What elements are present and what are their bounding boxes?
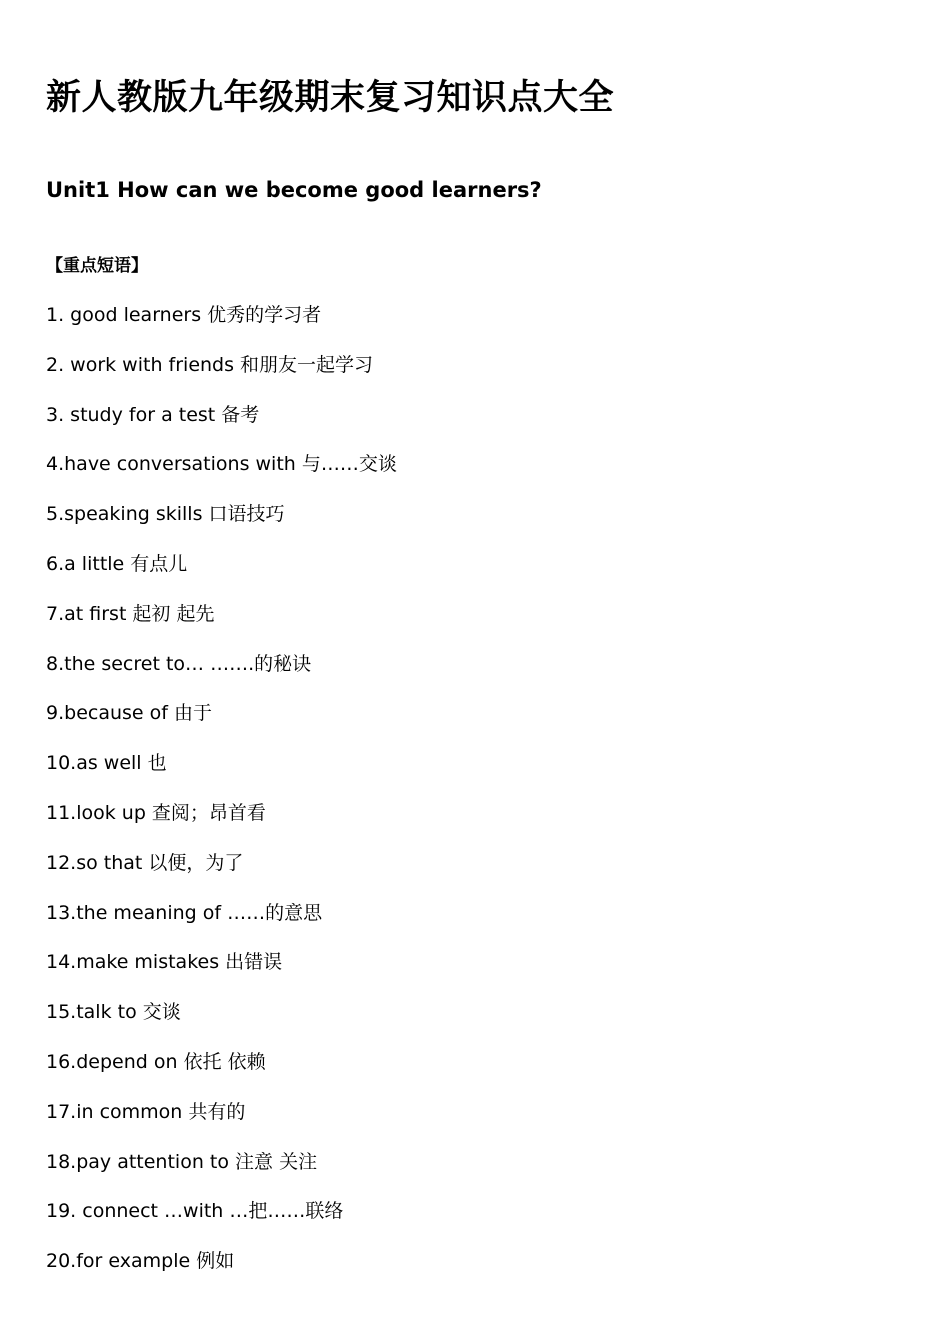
unit-heading: Unit1 How can we become good learners? bbox=[46, 178, 542, 202]
phrase-item: 14.make mistakes 出错误 bbox=[46, 951, 283, 974]
phrase-list bbox=[46, 300, 397, 1296]
phrase-item: 17.in common 共有的 bbox=[46, 1100, 246, 1123]
phrase-item: 4.have conversations with 与……交谈 bbox=[46, 453, 397, 476]
phrase-item: 10.as well 也 bbox=[46, 752, 167, 775]
phrase-item: 6.a little 有点儿 bbox=[46, 552, 188, 575]
phrase-item: 3. study for a test 备考 bbox=[46, 403, 260, 426]
phrase-item: 19. connect …with …把……联络 bbox=[46, 1200, 344, 1223]
phrase-item: 9.because of 由于 bbox=[46, 702, 212, 725]
phrase-item: 12.so that 以便，为了 bbox=[46, 851, 244, 874]
phrase-item: 18.pay attention to 注意 关注 bbox=[46, 1150, 318, 1173]
phrase-item: 7.at first 起初 起先 bbox=[46, 602, 215, 625]
phrase-item: 20.for example 例如 bbox=[46, 1250, 235, 1273]
phrase-item: 8.the secret to… …….的秘诀 bbox=[46, 652, 312, 675]
phrase-item: 13.the meaning of ……的意思 bbox=[46, 901, 323, 924]
document-title: 新人教版九年级期末复习知识点大全 bbox=[46, 78, 615, 118]
phrase-item: 1. good learners 优秀的学习者 bbox=[46, 304, 322, 326]
section-heading-key-phrases: 【重点短语】 bbox=[46, 256, 148, 276]
phrase-item: 16.depend on 依托 依赖 bbox=[46, 1050, 266, 1073]
phrase-item: 5.speaking skills 口语技巧 bbox=[46, 503, 285, 526]
phrase-item: 15.talk to 交谈 bbox=[46, 1001, 181, 1024]
phrase-item: 11.look up 查阅；昂首看 bbox=[46, 801, 266, 824]
phrase-item: 2. work with friends 和朋友一起学习 bbox=[46, 353, 374, 376]
